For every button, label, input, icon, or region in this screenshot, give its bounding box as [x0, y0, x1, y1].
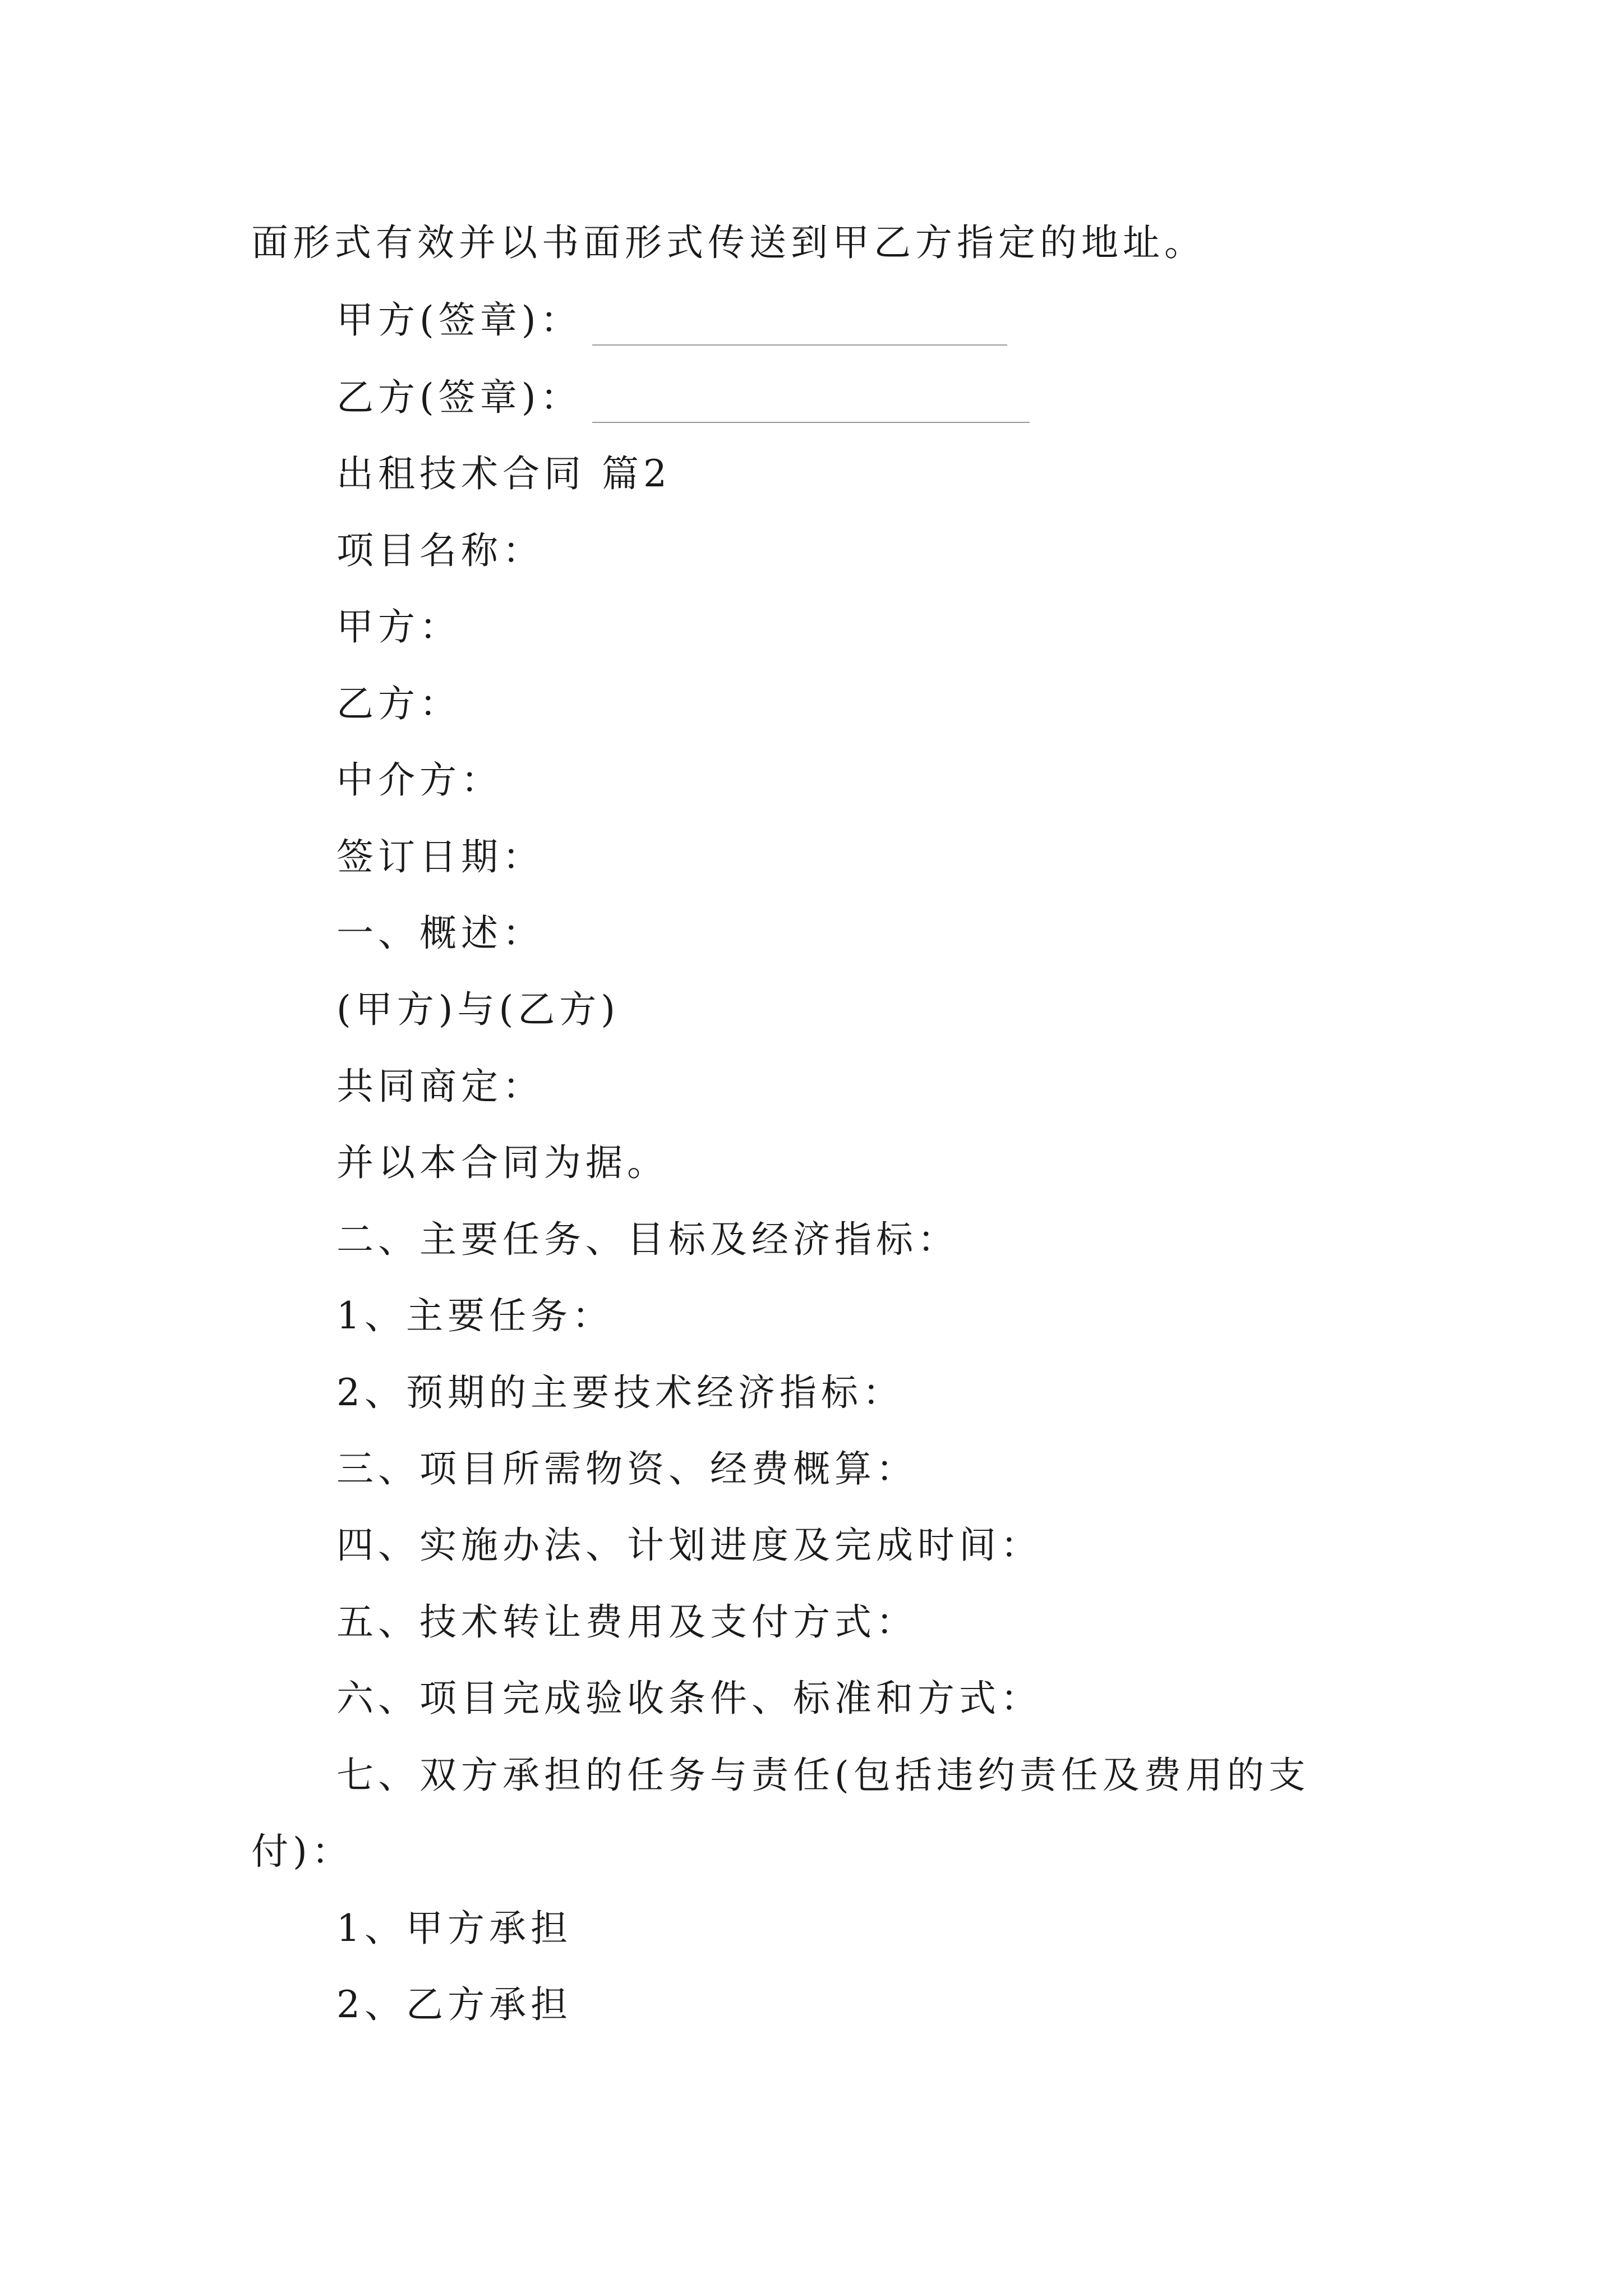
party-b-field: 乙方：: [336, 682, 461, 725]
section-heading-schedule: 四、实施办法、计划进度及完成时间：: [336, 1524, 1042, 1567]
contract-title: 出租技术合同 篇2: [336, 452, 671, 495]
responsibilities-continuation: 付)：: [251, 1830, 353, 1873]
list-item-party-a-duties: 1、甲方承担: [336, 1907, 572, 1950]
list-item-indicators: 2、预期的主要技术经济指标：: [336, 1371, 904, 1414]
party-b-signature-label: 乙方(签章)：: [336, 376, 582, 419]
project-name-field: 项目名称：: [336, 529, 544, 572]
section-heading-fees: 五、技术转让费用及支付方式：: [336, 1600, 917, 1644]
paragraph-continuation: 面形式有效并以书面形式传送到甲乙方指定的地址。: [251, 221, 1206, 264]
party-b-signature-line[interactable]: [592, 388, 1030, 423]
section-heading-acceptance: 六、项目完成验收条件、标准和方式：: [336, 1677, 1042, 1720]
section-heading-tasks: 二、主要任务、目标及经济指标：: [336, 1218, 959, 1261]
parties-line: (甲方)与(乙方): [336, 988, 620, 1031]
basis-line: 并以本合同为据。: [336, 1141, 668, 1184]
list-item-main-tasks: 1、主要任务：: [336, 1294, 614, 1337]
agreed-line: 共同商定：: [336, 1065, 544, 1108]
signing-date-field: 签订日期：: [336, 835, 544, 878]
party-a-signature-line[interactable]: [592, 311, 1007, 346]
party-a-signature-label: 甲方(签章)：: [336, 298, 582, 342]
section-heading-overview: 一、概述：: [336, 912, 544, 955]
party-a-signature-row: [336, 295, 1007, 346]
party-b-signature-row: [336, 372, 1030, 423]
section-heading-responsibilities: 七、双方承担的任务与责任(包括违约责任及费用的支: [336, 1754, 1310, 1797]
intermediary-field: 中介方：: [336, 758, 502, 802]
section-heading-budget: 三、项目所需物资、经费概算：: [336, 1447, 917, 1490]
list-item-party-b-duties: 2、乙方承担: [336, 1983, 572, 2026]
party-a-field: 甲方：: [336, 605, 461, 648]
